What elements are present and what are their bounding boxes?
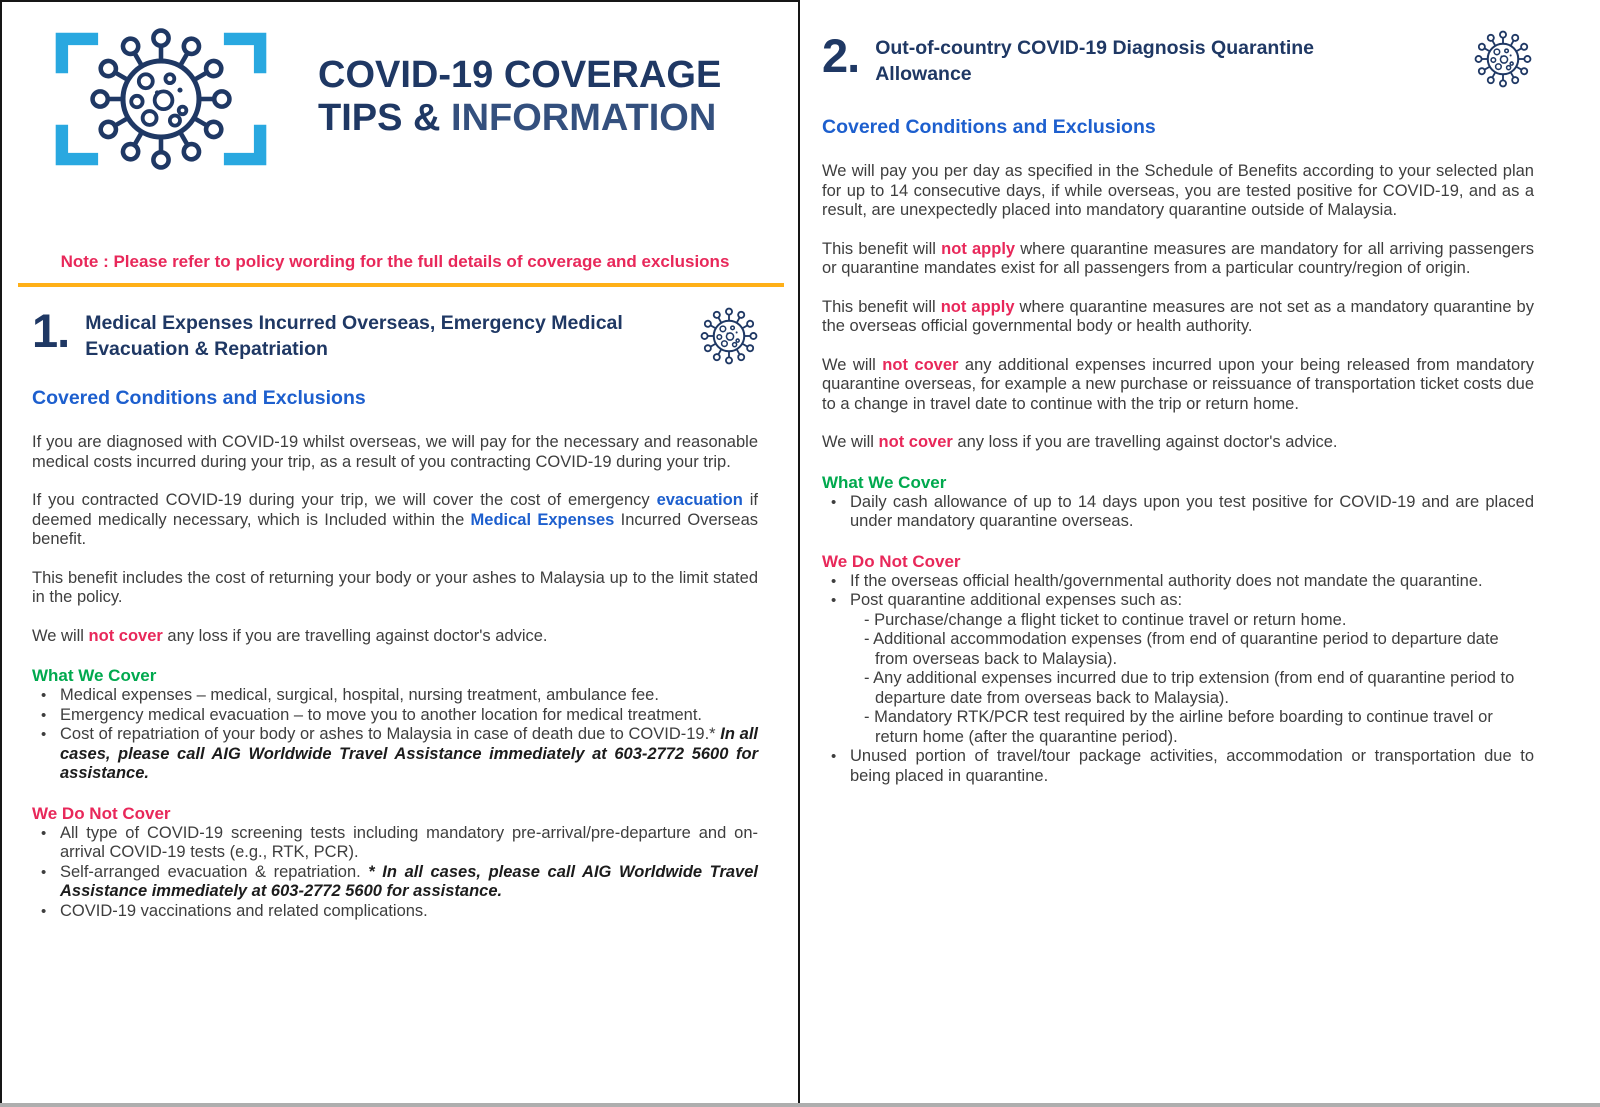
- what-we-cover-list: [822, 493, 1534, 532]
- sub-list-item: - Purchase/change a flight ticket to continue travel or return home.: [864, 610, 1347, 629]
- section-number: 1.: [32, 304, 70, 357]
- policy-note: Note : Please refer to policy wording for the full details of coverage and exclusions: [60, 252, 730, 271]
- paragraph: If you are diagnosed with COVID-19 whilst overseas, we will pay for the necessary and reasonable medical costs incurred during your trip, as a result of you contracting COVID-19 during your trip.: [32, 433, 758, 471]
- divider-rule: [18, 283, 784, 287]
- paragraph: If you contracted COVID-19 during your trip, we will cover the cost of emergency evacuation if deemed medically necessary, which is Included within the Medical Expenses Incurred Overseas benefit.: [32, 491, 759, 548]
- virus-in-frame-icon: [44, 18, 278, 180]
- paragraph: We will not cover any additional expenses incurred upon your being released from mandatory quarantine overseas, for example a new purchase or reissuance of transportation ticket costs due to a change in travel date to continue with the trip or return home.: [822, 355, 1534, 413]
- list-item-text: Post quarantine additional expenses such as:: [850, 591, 1183, 609]
- section-1-heading: [32, 304, 758, 367]
- virus-icon: [700, 305, 758, 367]
- subsection-heading: Covered Conditions and Exclusions: [32, 387, 366, 409]
- page-2: [800, 0, 1600, 1107]
- sub-list-item: - Mandatory RTK/PCR test required by the airline before boarding to continue travel or return home (after the quarantine period).: [864, 708, 1493, 746]
- what-we-cover-heading: What We Cover: [822, 472, 947, 492]
- paragraph: This benefit will not apply where quarantine measures are mandatory for all arriving passengers or quarantine mandates exist for all passengers from a particular country/region of origin.: [822, 239, 1534, 277]
- document-header: [32, 18, 758, 180]
- subsection-heading: Covered Conditions and Exclusions: [822, 116, 1156, 138]
- sub-list-item: - Additional accommodation expenses (from end of quarantine period to departure date from overseas back to Malaysia).: [864, 630, 1499, 668]
- page-title-line1: COVID-19 COVERAGE: [318, 54, 722, 96]
- paragraph: This benefit includes the cost of returning your body or your ashes to Malaysia up to the limit stated in the policy.: [32, 568, 758, 606]
- virus-icon: [1474, 28, 1532, 90]
- section-number: 2.: [822, 29, 860, 82]
- list-item: • Emergency medical evacuation – to move you to another location for medical treatment.: [32, 706, 758, 726]
- list-item: • COVID-19 vaccinations and related complications.: [32, 902, 758, 922]
- page-title-line2: TIPS & INFORMATION: [318, 96, 717, 139]
- page-title: [318, 54, 721, 139]
- we-do-not-cover-heading: We Do Not Cover: [822, 551, 961, 571]
- sub-list-item: - Any additional expenses incurred due to trip extension (from end of quarantine period to departure date from overseas back to Malaysia).: [864, 669, 1515, 707]
- list-item: • Unused portion of travel/tour package activities, accommodation or transportation due to being placed in quarantine.: [822, 747, 1534, 786]
- paragraph: We will not cover any loss if you are travelling against doctor's advice.: [32, 626, 548, 645]
- list-item: • Medical expenses – medical, surgical, hospital, nursing treatment, ambulance fee.: [32, 686, 758, 706]
- we-do-not-cover-heading: We Do Not Cover: [32, 803, 171, 823]
- paragraph: We will not cover any loss if you are travelling against doctor's advice.: [822, 433, 1338, 451]
- we-do-not-cover-list: [32, 824, 758, 922]
- section-2-heading: [822, 29, 1534, 90]
- section-title: Out-of-country COVID-19 Diagnosis Quarantine Allowance: [875, 37, 1314, 85]
- paragraph: This benefit will not apply where quarantine measures are not set as a mandatory quarantine by the overseas official governmental body or health authority.: [822, 297, 1534, 335]
- list-item: • Self-arranged evacuation & repatriation. * In all cases, please call AIG Worldwide Travel Assistance immediately at 603-2772 5600 for assistance.: [32, 863, 758, 902]
- list-item: • All type of COVID-19 screening tests including mandatory pre-arrival/pre-departure and on-arrival COVID-19 tests (e.g., RTK, PCR).: [32, 824, 758, 863]
- what-we-cover-list: [32, 686, 758, 784]
- list-item: • Cost of repatriation of your body or ashes to Malaysia in case of death due to COVID-19.* In all cases, please call AIG Worldwide Travel Assistance immediately at 603-2772 5600 for assistance.: [32, 725, 758, 784]
- we-do-not-cover-list: [822, 572, 1534, 787]
- list-item: • If the overseas official health/governmental authority does not mandate the quarantine.: [822, 572, 1534, 592]
- section-title: Medical Expenses Incurred Overseas, Emergency Medical Evacuation & Repatriation: [85, 312, 623, 360]
- window-bottom-edge: [0, 1103, 1600, 1107]
- list-item: • Daily cash allowance of up to 14 days upon you test positive for COVID-19 and are placed under mandatory quarantine overseas.: [822, 493, 1534, 532]
- paragraph: We will pay you per day as specified in the Schedule of Benefits according to your selected plan for up to 14 consecutive days, if while overseas, you are tested positive for COVID-19, and as a result, are unexpectedly placed into mandatory quarantine outside of Malaysia.: [822, 162, 1534, 219]
- list-item: [822, 591, 1534, 747]
- what-we-cover-heading: What We Cover: [32, 666, 157, 685]
